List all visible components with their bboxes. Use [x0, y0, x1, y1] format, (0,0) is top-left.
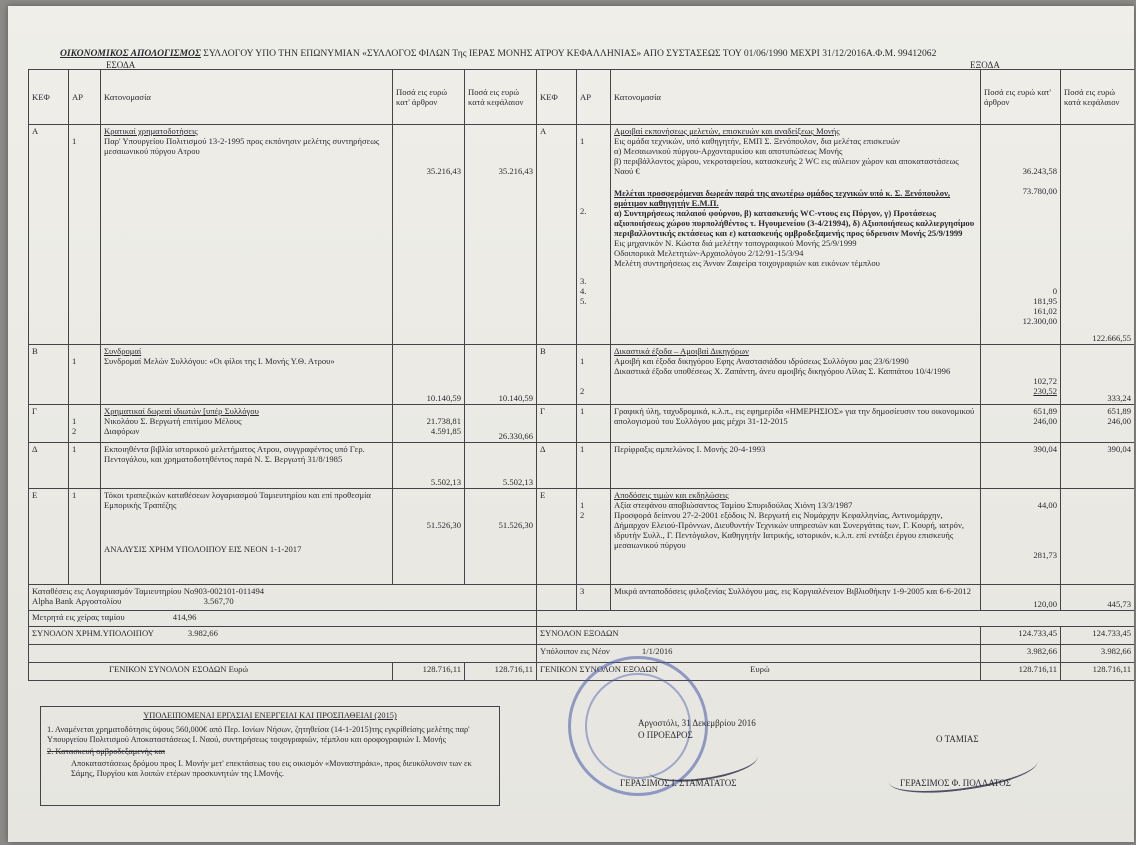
sum-cell: ΣΥΝΟΛΟΝ ΧΡΗΜ.ΥΠΟΛΟΙΠΟΥ 3.982,66 — [29, 627, 537, 645]
exp-art: 44,00 281,73 — [981, 489, 1061, 585]
row-kef: Γ — [29, 405, 69, 443]
exp-ar: 1 2 — [577, 489, 611, 585]
exp-kef — [537, 585, 577, 611]
exp-text: Μικρά ανταποδόσεις φιλοξενίας Συλλόγου μας, εις Κοργιαλένειον Βιβλιοθήκην 1-9-2005 και 6-6-2012 — [611, 585, 981, 611]
row-art: 5.502,13 — [393, 443, 465, 489]
pending-item-3: Αποκαταστάσεως δρόμου προς Ι. Μονήν μετ' επεκτάσεως του εις οικισμόν «Μοναστηράκι», προς διευκόλυνσιν των εκ Σάμης, Πυργίου και λοιπών ετέρων προσκυνητών της Ι.Μονής. — [71, 759, 472, 778]
col-ar: ΑΡ — [69, 70, 101, 125]
row-art: 51.526,30 — [393, 489, 465, 585]
total-exp-chap: 128.716,11 — [1061, 663, 1135, 681]
sum-exp-label: ΣΥΝΟΛΟΝ ΕΞΟΔΩΝ — [537, 627, 981, 645]
total-exp-art: 128.716,11 — [981, 663, 1061, 681]
president-name: ΓΕΡΑΣΙΜΟΣ Ι. ΣΤΑΜΑΤΑΤΟΣ — [620, 778, 737, 788]
treasurer-signature — [886, 744, 1040, 801]
table-row — [29, 443, 1135, 489]
sum-exp-art: 124.733,45 — [981, 627, 1061, 645]
exp-chap: 333,24 — [1061, 345, 1135, 405]
exp-kef: Β — [537, 345, 577, 405]
col-per-chapter-exp: Ποσά εις ευρώ κατά κεφάλαιον — [1061, 70, 1135, 125]
exp-art: 36.243,58 73.780,00 0 181,95 161,02 12.300,00 — [981, 125, 1061, 345]
exp-kef: Ε — [537, 489, 577, 585]
exp-text: Περίφραξις αμπελώνος Ι. Μονής 20-4-1993 — [611, 443, 981, 489]
exp-chap: 122.666,55 — [1061, 125, 1135, 345]
expense-label: ΕΞΟΔΑ — [970, 60, 1000, 70]
col-per-article: Ποσά εις ευρώ κατ' άρθρον — [393, 70, 465, 125]
president-title: Ο ΠΡΟΕΔΡΟΣ — [638, 730, 693, 740]
row-chap: 35.216,43 — [465, 125, 537, 345]
row-text: Χρηματικαί δωρεαί ιδιωτών [υπέρ Συλλόγου Νικολάου Σ. Βεργωτή επιτίμου Μέλους Διαφόρων — [101, 405, 393, 443]
row-kef: Δ — [29, 443, 69, 489]
accounts-table — [28, 69, 1134, 681]
exp-kef: Α — [537, 125, 577, 345]
exp-ar: 1 2 — [577, 345, 611, 405]
balance-cell: Υπόλοιπον εις Νέον 1/1/2016 — [537, 645, 981, 663]
header-row — [29, 70, 1135, 125]
exp-art: 651,89 246,00 — [981, 405, 1061, 443]
exp-ar: 3 — [577, 585, 611, 611]
row-ar: 1 2 — [69, 405, 101, 443]
row-chap: 5.502,13 — [465, 443, 537, 489]
pending-item-1: 1. Αναμένεται χρηματοδότησις ύψους 560,000€ από Περ. Ιονίων Νήσων, ζητηθείσα (14-1-2015)της εγκρίθείσης μελέτης παρ' Υπουργείου Πολιτισμού Αποκαταστάσεως Ι. Ναού, συντηρήσεως τοιχογραφιών, τέμπλου και οροφογραφιών Ι. Μονής — [47, 725, 470, 744]
table-row — [29, 125, 1135, 345]
sum-exp-chap: 124.733,45 — [1061, 627, 1135, 645]
total-art: 128.716,11 — [393, 663, 465, 681]
col-kef-exp: ΚΕΦ — [537, 70, 577, 125]
place-date: Αργοστόλι, 31 Δεκεμβρίου 2016 — [638, 718, 756, 728]
total-chap: 128.716,11 — [465, 663, 537, 681]
row-text: Κρατικαί χρηματοδοτήσεις Παρ' Υπουργείου Πολιτισμού 13-2-1995 προς εκπόνησιν μελέτης συντηρήσεως μεσαιωνικού πύργου Ατρου — [101, 125, 393, 345]
exp-ar: 1 — [577, 443, 611, 489]
exp-chap — [1061, 489, 1135, 585]
table-row — [29, 611, 1135, 627]
row-text: Συνδρομαί Συνδρομαί Μελών Συλλόγου: «Οι φίλοι της Ι. Μονής Υ.Θ. Ατρου» — [101, 345, 393, 405]
col-per-article-exp: Ποσά εις ευρώ κατ' άρθρον — [981, 70, 1061, 125]
row-kef: Β — [29, 345, 69, 405]
row-text: Εκποιηθέντα βιβλία ιστορικού μελετήματος Ατρου, συγγραφέντος υπό Γερ. Πεντογάλου, και χρηματοδοτηθέντος παρά Ν. Σ. Βεργωτή 31/8/1985 — [101, 443, 393, 489]
col-per-chapter: Ποσά εις ευρώ κατά κεφάλαιον — [465, 70, 537, 125]
document-title — [60, 48, 1110, 59]
exp-chap: 445,73 — [1061, 585, 1135, 611]
row-text: Τόκοι τραπεζικών καταθέσεων λογαριασμού Ταμιευτηρίου και επί προθεσμία Εμπορικής Τραπέζης ΑΝΑΛΥΣΙΣ ΧΡΗΜ ΥΠΟΛΟΙΠΟΥ ΕΙΣ ΝΕΟΝ 1-1-2017 — [101, 489, 393, 585]
row-ar: 1 — [69, 489, 101, 585]
exp-text: Δικαστικά έξοδα – Αμοιβαί Δικηγόρων Αμοιβή και έξοδα δικηγόρου Εφης Αναστασιάδου ιδρύσεως Συλλόγου μας 23/6/1990 Δικαστικά έξοδα υποθέσεως Χ. Ζαπάντη, άνευ αμοιβής δικηγόρου Λίλας Σ. Καππάτου 10/4/1996 — [611, 345, 981, 405]
exp-art: 102,72 230,52 — [981, 345, 1061, 405]
pending-works-heading: ΥΠΟΛΕΙΠΟΜΕΝΑΙ ΕΡΓΑΣΙΑΙ ΕΝΕΡΓΕΙΑΙ ΚΑΙ ΠΡΟΣΠΑΘΕΙΑΙ (2015) — [143, 711, 397, 720]
treasurer-title: Ο ΤΑΜΙΑΣ — [936, 734, 979, 744]
col-ar-exp: ΑΡ — [577, 70, 611, 125]
row-kef: Α — [29, 125, 69, 345]
empty-cell — [29, 645, 537, 663]
row-art: 35.216,43 — [393, 125, 465, 345]
row-kef: Ε — [29, 489, 69, 585]
exp-ar: 1 — [577, 405, 611, 443]
table-row — [29, 645, 1135, 663]
col-name-exp: Κατονομασία — [611, 70, 981, 125]
col-kef: ΚΕΦ — [29, 70, 69, 125]
exp-art: 120,00 — [981, 585, 1061, 611]
balance-chap: 3.982,66 — [1061, 645, 1135, 663]
income-label: ΕΣΟΔΑ — [106, 60, 136, 70]
document-sheet — [8, 6, 1134, 842]
exp-kef: Δ — [537, 443, 577, 489]
table-row — [29, 405, 1135, 443]
col-name: Κατονομασία — [101, 70, 393, 125]
table-row — [29, 627, 1135, 645]
table-row — [29, 489, 1135, 585]
row-chap: 26.330,66 — [465, 405, 537, 443]
exp-chap: 390,04 — [1061, 443, 1135, 489]
exp-text: Αμοιβαί εκπονήσεως μελετών, επισκευών και αναδείξεως Μονής Εις ομάδα τεχνικών, υπό καθηγητήν, ΕΜΠ Σ. Ξενόπουλον, δια μελέτας επισκευών α) Μεσαιωνικού πύργου-Αρχονταρικίου και αποτυπώσεως Μονής β) περιβάλλοντος χώρου, νεκροταφείου, κατασκευής 2 WC εις αύλειον χώρον και αποκαταστάσεως Ναού € Μελέται προσφερόμεναι δωρεάν παρά της ανωτέρω ομάδος τεχνικών υπό κ. Σ. Ξενόπουλον, ομότιμον καθηγητήν Ε.Μ.Π. α) Συντηρήσεως παλαιού φούρνου, β) κατασκευής WC-ντους εις Πύργον, γ) Προτάσεως αξιοποιήσεως χώρου πυρπολήθέντος τ. Ηγουμενείου (3-4/21994), δ) Αξιοποιήσεως καλλιεργησίμου περιβαλλοντικής εκτάσεως και ε) κατασκευής ομβροδεξαμενής προς ύδρευσιν Μονής 25/9/1999 Εις μηχανικόν Ν. Κώστα διά μελέτην τοπογραφικού Μονής 25/9/1999 Οδοιπορικά Μελετητών-Αρχαιολόγου 2/12/91-15/3/94 Μελέτη συντηρήσεως εις Άνναν Ζαφείρα τοιχογραφιών και εικόνων τέμπλου — [611, 125, 981, 345]
row-chap: 51.526,30 — [465, 489, 537, 585]
row-ar: 1 — [69, 443, 101, 489]
table-row — [29, 585, 1135, 611]
total-label: ΓΕΝΙΚΟΝ ΣΥΝΟΛΟΝ ΕΣΟΔΩΝ Ευρώ — [29, 663, 393, 681]
pending-item-2: 2. Κατασκευή ομβροδεξαμενής και — [47, 747, 166, 756]
exp-art: 390,04 — [981, 443, 1061, 489]
row-ar: 1 — [69, 345, 101, 405]
balance-art: 3.982,66 — [981, 645, 1061, 663]
treasurer-name: ΓΕΡΑΣΙΜΟΣ Φ. ΠΟΛΛΑΤΟΣ — [900, 778, 1011, 788]
row-art: 21.738,81 4.591,85 — [393, 405, 465, 443]
deposits-cell: Καταθέσεις εις Λογαριασμόν Ταμιευτηρίου Νο903-002101-011494 Alpha Bank Αργοστολίου 3.567,70 — [29, 585, 537, 611]
empty-cell — [537, 611, 1135, 627]
exp-ar: 1 2. 3. 4. 5. — [577, 125, 611, 345]
title-heading: ΟΙΚΟΝΟΜΙΚΟΣ ΑΠΟΛΟΓΙΣΜΟΣ — [60, 48, 201, 59]
pending-works-box — [40, 706, 500, 806]
exp-kef: Γ — [537, 405, 577, 443]
row-art: 10.140,59 — [393, 345, 465, 405]
row-ar: 1 — [69, 125, 101, 345]
table-row — [29, 345, 1135, 405]
exp-chap: 651,89 246,00 — [1061, 405, 1135, 443]
table-row — [29, 663, 1135, 681]
title-text: ΣΥΛΛΟΓΟΥ ΥΠΟ ΤΗΝ ΕΠΩΝΥΜΙΑΝ «ΣΥΛΛΟΓΟΣ ΦΙΛΩΝ Της ΙΕΡΑΣ ΜΟΝΗΣ ΑΤΡΟΥ ΚΕΦΑΛΛΗΝΙΑΣ» ΑΠΟ ΣΥΣΤΑΣΕΩΣ ΤΟΥ 01/06/1990 ΜΕΧΡΙ 31/12/2016Α.Φ.Μ. 99412062 — [200, 48, 937, 59]
exp-text: Αποδόσεις τιμών και εκδηλώσεις Αξία στεφάνου αποβιώσαντος Ταμίου Σπυριδούλας Χιόνη 13/3/1987 Προσφορά δείπνου 27-2-2001 εξόδοις Ν. Βεργωτή εις Νομάρχην Κεφαλληνίας, Αντινομάρχην, Δήμαρχον Ελειού-Πρόννων, Διευθυντήν Τεχνικών υπηρεσιών και Συνεργάτας των, Γ. Κουρή, ιατρόν, ιδρυτήν Συλλ., Γ. Πεντόγαλον, Καθηγητήν Ιατρικής, ιστορικόν, κ.λ.π. επί εντάξει έργου επισκευής μεσαιωνικού πύργου — [611, 489, 981, 585]
row-chap: 10.140,59 — [465, 345, 537, 405]
cash-cell: Μετρητά εις χείρας ταμίου 414,96 — [29, 611, 537, 627]
total-exp-label: ΓΕΝΙΚΟΝ ΣΥΝΟΛΟΝ ΕΞΟΔΩΝ Ευρώ — [537, 663, 981, 681]
exp-text: Γραφική ύλη, ταχυδρομικά, κ.λ.π., εις εφημερίδα «ΗΜΕΡΗΣΙΟΣ» για την δημοσίευσιν του οικονομικού απολογισμού του Συλλόγου μας μέχρι 31-12-2015 — [611, 405, 981, 443]
